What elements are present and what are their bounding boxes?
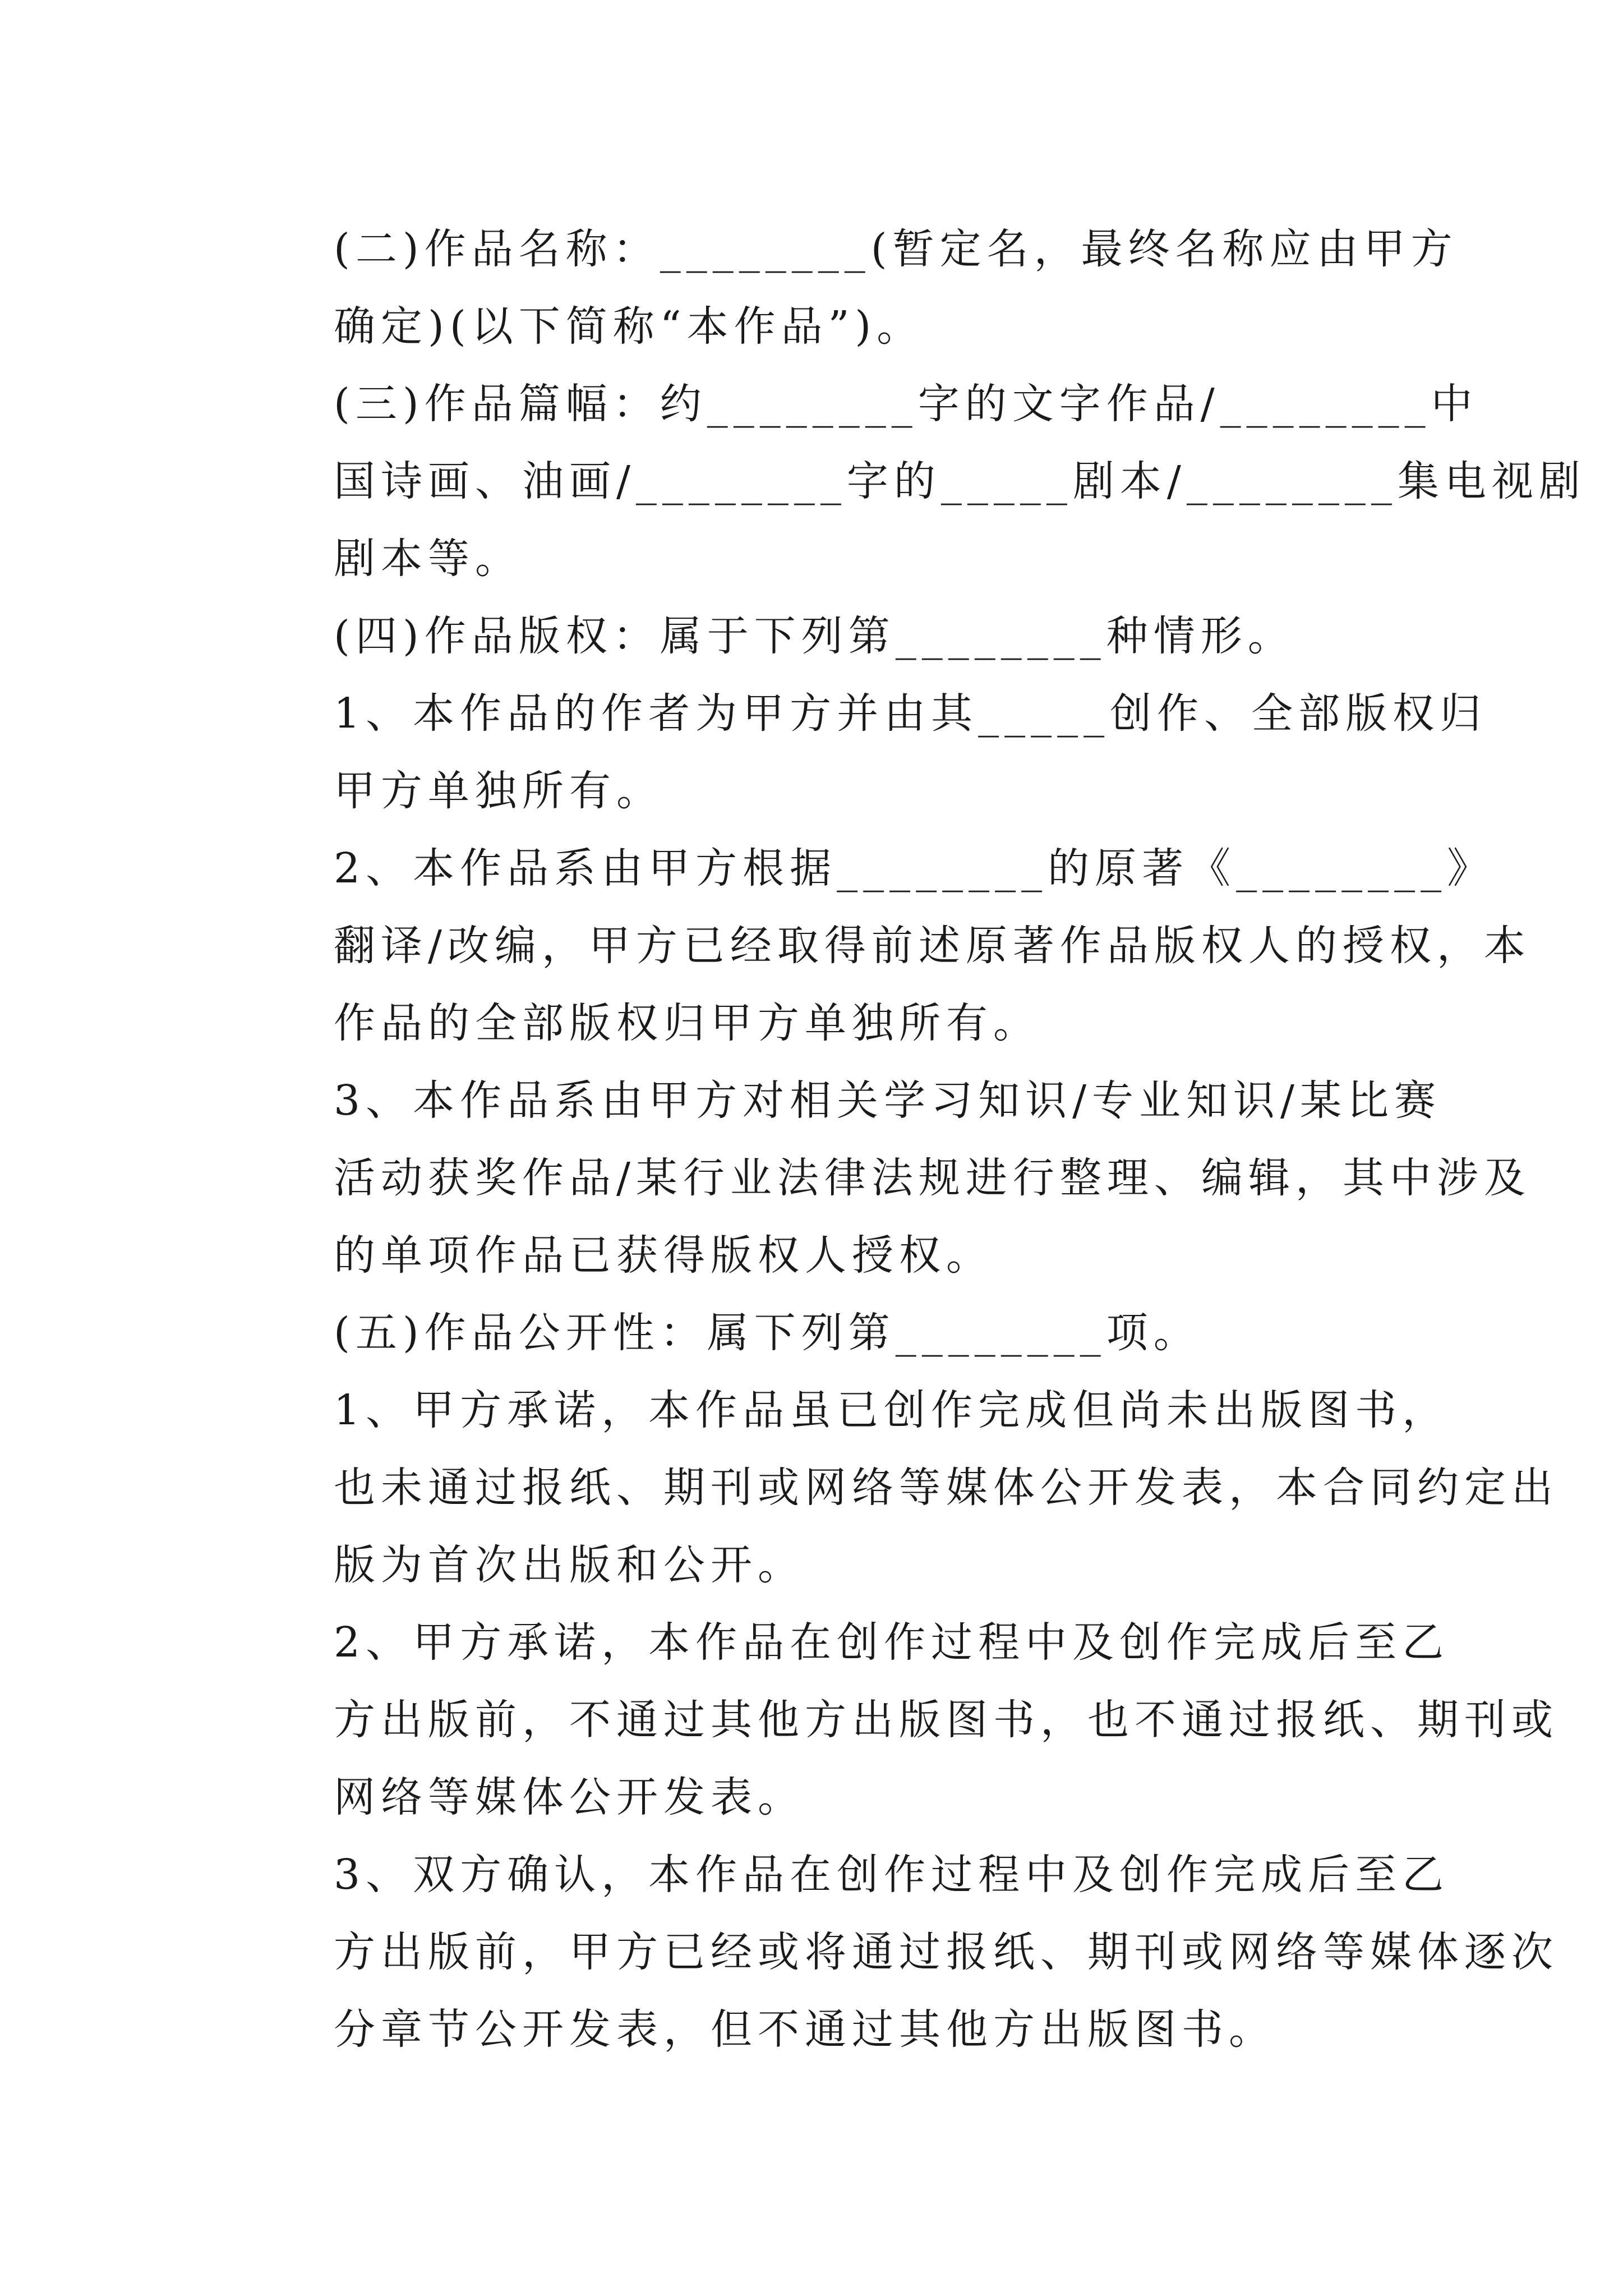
text-line: 2、甲方承诺，本作品在创作过程中及创作完成后至乙 bbox=[334, 1618, 1450, 1667]
paragraph-section-5 bbox=[250, 1294, 1385, 1372]
text-line: 国诗画、油画/________字的_____剧本/________集电视剧 bbox=[334, 457, 1586, 505]
text-line: 方出版前，甲方已经或将通过报纸、期刊或网络等媒体逐次 bbox=[334, 1928, 1559, 1976]
paragraph-section-4-item-1 bbox=[250, 675, 1487, 830]
text-line: (二)作品名称：________(暂定名，最终名称应由甲方 bbox=[334, 225, 1458, 273]
paragraph-section-5-item-3 bbox=[250, 1836, 1559, 2068]
text-line: 网络等媒体公开发表。 bbox=[334, 1773, 805, 1821]
paragraph-section-4-item-2 bbox=[250, 830, 1531, 1062]
text-line: 作品的全部版权归甲方单独所有。 bbox=[334, 999, 1040, 1047]
text-line: 版为首次出版和公开。 bbox=[334, 1541, 805, 1589]
paragraph-section-5-item-1 bbox=[250, 1372, 1559, 1604]
text-line: (四)作品版权：属于下列第________种情形。 bbox=[334, 612, 1295, 660]
text-line: 甲方单独所有。 bbox=[334, 767, 663, 815]
text-line: 1、甲方承诺，本作品虽已创作完成但尚未出版图书， bbox=[334, 1386, 1450, 1434]
text-line: 也未通过报纸、期刊或网络等媒体公开发表，本合同约定出 bbox=[334, 1464, 1559, 1512]
text-line: 剧本等。 bbox=[334, 535, 522, 583]
text-line: 活动获奖作品/某行业法律法规进行整理、编辑，其中涉及 bbox=[334, 1154, 1531, 1202]
text-line: (三)作品篇幅：约________字的文字作品/________中 bbox=[334, 380, 1478, 428]
text-line: 分章节公开发表，但不通过其他方出版图书。 bbox=[334, 2005, 1276, 2054]
text-line: 3、本作品系由甲方对相关学习知识/专业知识/某比赛 bbox=[334, 1076, 1441, 1125]
paragraph-section-4 bbox=[250, 597, 1385, 675]
text-line: 2、本作品系由甲方根据________的原著《________》 bbox=[334, 844, 1495, 892]
paragraph-section-2 bbox=[250, 210, 1458, 365]
paragraph-section-3 bbox=[250, 365, 1586, 597]
text-line: 确定)(以下简称“本作品”)。 bbox=[334, 302, 924, 351]
paragraph-section-5-item-2 bbox=[250, 1604, 1559, 1836]
text-line: 方出版前，不通过其他方出版图书，也不通过报纸、期刊或 bbox=[334, 1696, 1559, 1744]
text-line: 3、双方确认，本作品在创作过程中及创作完成后至乙 bbox=[334, 1851, 1450, 1899]
text-line: 的单项作品已获得版权人授权。 bbox=[334, 1231, 993, 1280]
text-line: 1、本作品的作者为甲方并由其_____创作、全部版权归 bbox=[334, 689, 1487, 738]
text-line: (五)作品公开性：属下列第________项。 bbox=[334, 1309, 1201, 1357]
paragraph-section-4-item-3 bbox=[250, 1062, 1531, 1294]
document-body bbox=[250, 210, 1586, 2068]
text-line: 翻译/改编，甲方已经取得前述原著作品版权人的授权，本 bbox=[334, 922, 1531, 970]
